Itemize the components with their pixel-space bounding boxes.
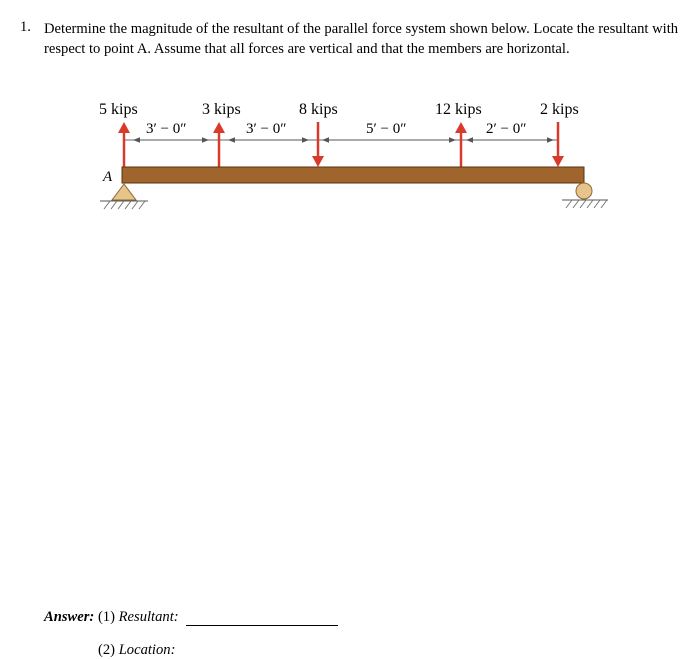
force-label-3kips: 3 kips bbox=[202, 101, 241, 118]
location-prefix: (2) bbox=[98, 642, 116, 658]
force-arrow-12kips bbox=[455, 122, 467, 167]
dim-text-1: 3′ − 0″ bbox=[146, 121, 187, 137]
force-arrow-2kips bbox=[552, 122, 564, 167]
dim-text-2: 3′ − 0″ bbox=[246, 121, 287, 137]
dim-text-3: 5′ − 0″ bbox=[366, 121, 407, 137]
force-arrow-5kips bbox=[118, 122, 130, 167]
resultant-label: Resultant: bbox=[118, 609, 179, 625]
resultant-blank[interactable] bbox=[186, 625, 338, 626]
roller-support bbox=[562, 183, 608, 208]
location-label: Location: bbox=[118, 642, 176, 658]
force-label-5kips: 5 kips bbox=[99, 101, 138, 118]
resultant-prefix: (1) bbox=[97, 609, 115, 625]
force-label-8kips: 8 kips bbox=[299, 101, 338, 118]
point-a-label: A bbox=[103, 169, 113, 185]
location-line bbox=[98, 642, 175, 659]
answer-line bbox=[44, 609, 179, 626]
force-label-12kips: 12 kips bbox=[435, 101, 482, 118]
force-label-2kips: 2 kips bbox=[540, 101, 579, 118]
question-text: Determine the magnitude of the resultant of the parallel force system shown below. Locate the resultant with respect to point A. Assume that all forces are vertical and that the members are horizontal. bbox=[44, 21, 679, 57]
question-number: 1. bbox=[20, 19, 31, 35]
dim-text-4: 2′ − 0″ bbox=[486, 121, 527, 137]
force-arrow-8kips bbox=[312, 122, 324, 167]
answer-label: Answer: bbox=[44, 609, 95, 625]
force-arrow-3kips bbox=[213, 122, 225, 167]
pin-support bbox=[100, 184, 148, 209]
beam bbox=[122, 167, 584, 183]
